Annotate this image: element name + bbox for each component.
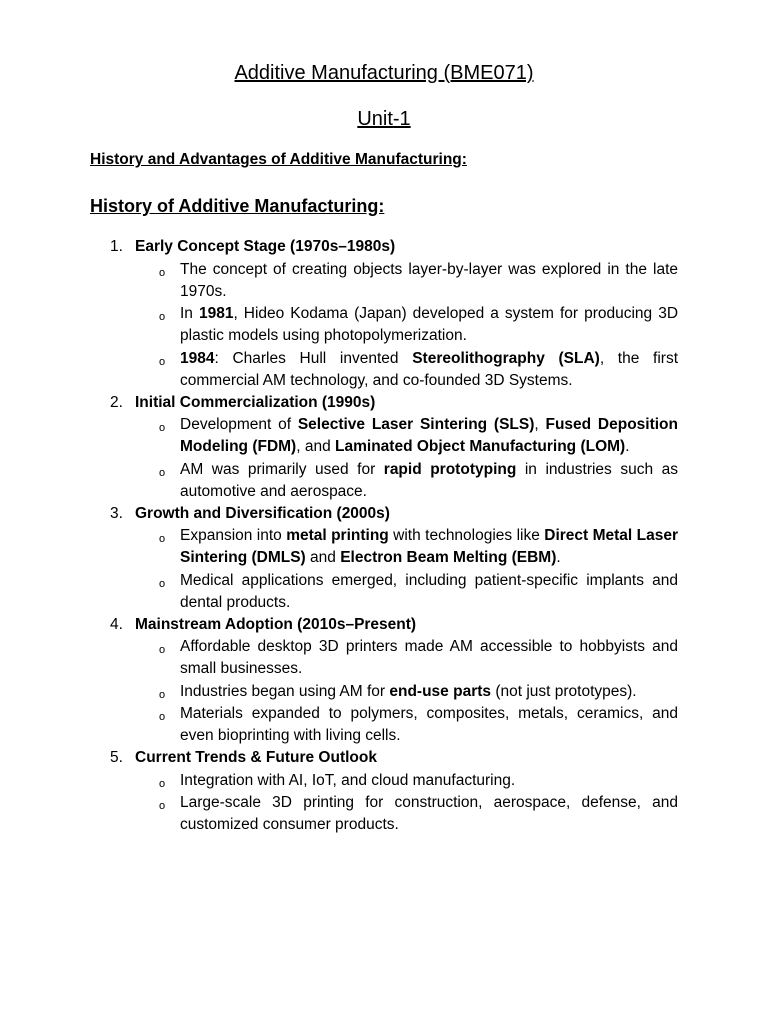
- text-run: : Charles Hull invented: [214, 349, 413, 367]
- list-item: [90, 747, 678, 836]
- bullet-marker: o: [159, 355, 166, 368]
- item-number: 1.: [110, 238, 123, 255]
- list-item: [90, 392, 678, 503]
- bold-text: Selective Laser Sintering (SLS): [297, 416, 535, 433]
- text-run: ,: [534, 416, 546, 433]
- bold-text: Direct Metal Laser Sintering (DMLS): [180, 527, 678, 566]
- bullet-point: [135, 348, 678, 392]
- bold-text: 1981: [198, 305, 234, 322]
- bullet-marker: o: [159, 311, 166, 323]
- bold-text: metal printing: [286, 527, 389, 544]
- bold-text: end-use parts: [389, 682, 492, 700]
- bold-text: Electron Beam Melting (EBM): [340, 549, 557, 566]
- text-run: .: [625, 438, 630, 455]
- bullet-marker: o: [159, 577, 166, 590]
- list-item: [90, 503, 678, 614]
- text-run: The concept of creating objects layer-by-layer was explored in the late 1970s.: [180, 260, 678, 300]
- text-run: Industries began using AM for: [180, 682, 390, 700]
- text-run: (not just prototypes).: [491, 682, 637, 700]
- bullet-point: [135, 259, 678, 303]
- text-run: Large-scale 3D printing for construction, aerospace, defense, and customized consumer products.: [180, 794, 678, 833]
- text-run: .: [556, 549, 561, 566]
- text-run: , Hideo Kodama (Japan) developed a system for producing 3D plastic models using photopolymerization.: [180, 305, 679, 344]
- text-run: in industries such as automotive and aerospace.: [180, 460, 678, 500]
- bold-text: Fused Deposition Modeling (FDM): [180, 416, 678, 455]
- text-run: In: [180, 305, 199, 322]
- bullet-marker: o: [159, 644, 166, 656]
- section-heading: History and Advantages of Additive Manufacturing:: [90, 151, 467, 168]
- text-run: with technologies like: [388, 527, 545, 544]
- item-number: 3.: [110, 504, 123, 522]
- text-run: and: [305, 549, 341, 566]
- unit-heading: Unit-1: [357, 108, 411, 130]
- bullet-marker: o: [159, 422, 166, 434]
- bold-text: Stereolithography (SLA): [412, 349, 600, 367]
- text-run: AM was primarily used for: [180, 460, 384, 478]
- bullet-point: [135, 636, 678, 680]
- history-list: [90, 236, 678, 836]
- document-title: Additive Manufacturing (BME071): [234, 62, 534, 84]
- bullet-point: [135, 525, 678, 569]
- item-heading: Current Trends & Future Outlook: [135, 749, 377, 766]
- bullet-marker: o: [159, 800, 166, 812]
- item-heading: Early Concept Stage (1970s–1980s): [135, 238, 396, 255]
- bullet-marker: o: [159, 777, 166, 790]
- list-item: [90, 614, 678, 748]
- bullet-point: [135, 303, 678, 347]
- bullet-point: [135, 570, 678, 614]
- bullet-point: [135, 459, 678, 503]
- bullet-point: [135, 414, 678, 458]
- bullet-marker: o: [159, 266, 166, 279]
- bullet-marker: o: [159, 466, 166, 479]
- bold-text: 1984: [180, 349, 215, 367]
- bullet-marker: o: [159, 688, 166, 701]
- bullet-point: [135, 770, 678, 792]
- bullet-point: [135, 681, 678, 703]
- list-item: [90, 236, 678, 392]
- item-heading: Mainstream Adoption (2010s–Present): [135, 615, 417, 633]
- text-run: , and: [296, 438, 336, 455]
- bold-text: Laminated Object Manufacturing (LOM): [335, 438, 626, 455]
- text-run: Expansion into: [180, 527, 287, 544]
- item-number: 2.: [110, 393, 123, 411]
- text-run: Integration with AI, IoT, and cloud manufacturing.: [180, 771, 516, 789]
- text-run: Affordable desktop 3D printers made AM accessible to hobbyists and small businesses.: [180, 638, 678, 677]
- item-number: 4.: [110, 615, 123, 633]
- item-number: 5.: [110, 749, 123, 766]
- text-run: Medical applications emerged, including patient-specific implants and dental products.: [180, 571, 678, 611]
- text-run: Development of: [180, 416, 298, 433]
- bullet-marker: o: [159, 533, 166, 545]
- text-run: , the first commercial AM technology, and co-founded 3D Systems.: [180, 349, 678, 389]
- item-heading: Growth and Diversification (2000s): [135, 504, 390, 522]
- item-heading: Initial Commercialization (1990s): [135, 393, 376, 411]
- bullet-marker: o: [159, 711, 166, 723]
- subsection-heading: History of Additive Manufacturing:: [90, 196, 385, 216]
- text-run: Materials expanded to polymers, composites, metals, ceramics, and even bioprinting with living cells.: [180, 705, 678, 744]
- bullet-point: [135, 703, 678, 747]
- bold-text: rapid prototyping: [383, 460, 517, 478]
- bullet-point: [135, 792, 678, 836]
